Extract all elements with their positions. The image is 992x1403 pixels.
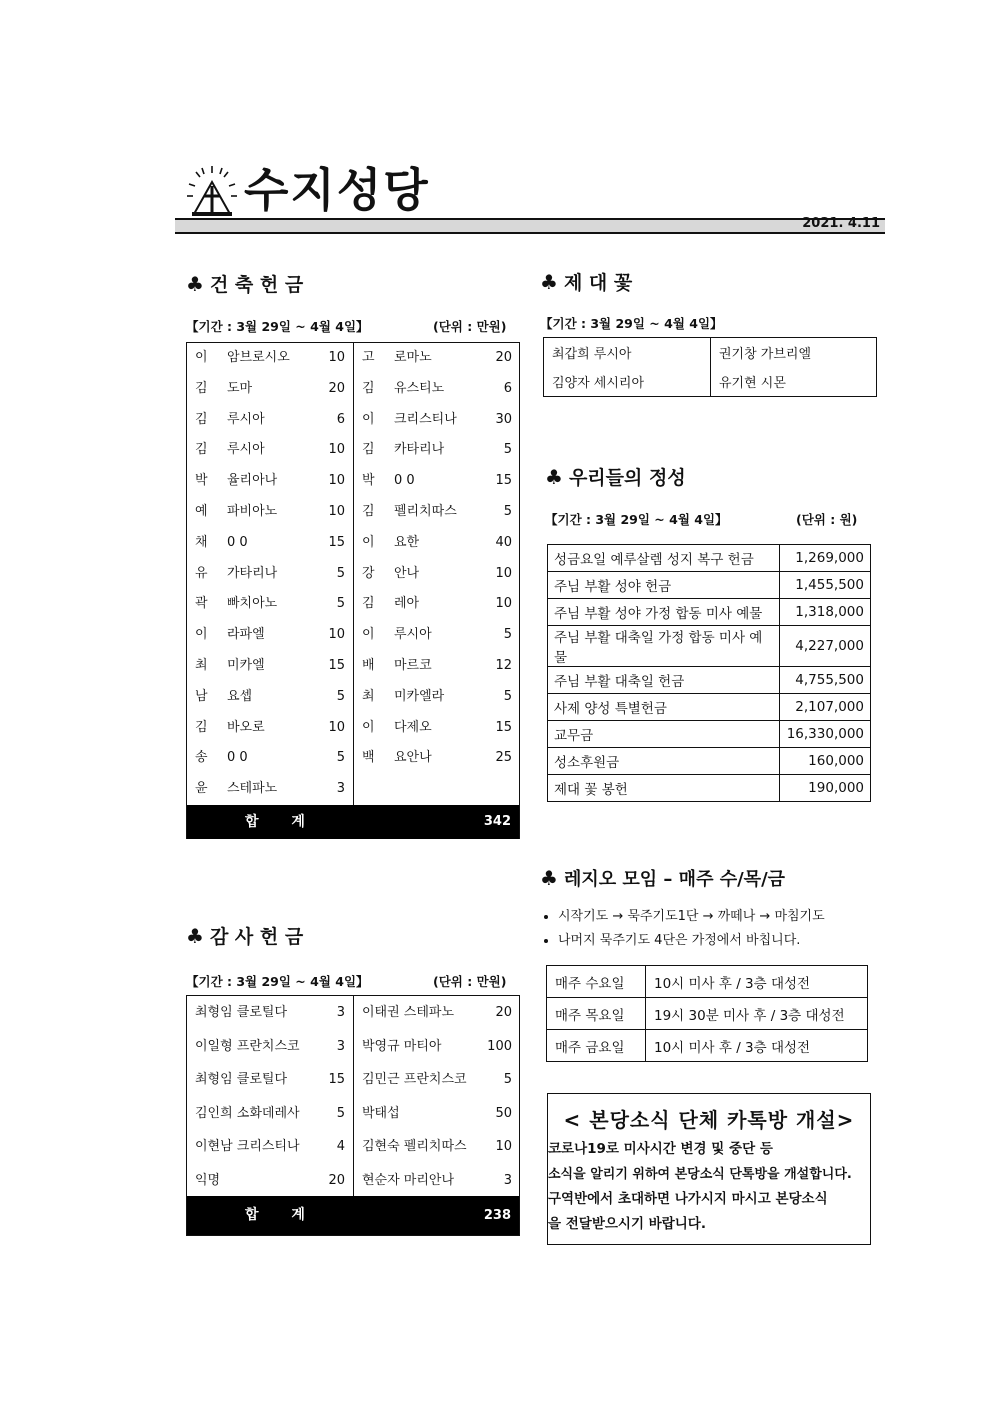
table-row [187,996,353,1030]
offering-label: 교무금 [548,721,780,748]
table-row [354,1030,520,1064]
donor-amount: 15 [328,658,345,673]
donor-surname: 강 [362,565,375,581]
table-row [547,998,868,1030]
table-row [548,748,871,775]
donor-amount: 6 [503,380,512,396]
donor-name: 0 0 [227,750,248,766]
table-row [354,374,520,405]
donor-name: 요안나 [394,750,432,766]
donor-surname: 김 [195,380,208,396]
donor-amount: 10 [328,504,345,519]
table-row [354,559,520,590]
donor-amount: 5 [336,596,345,612]
table-row [354,682,520,713]
table-row [187,1063,353,1097]
offering-value: 4,227,000 [780,626,871,667]
donor-name: 레아 [394,596,420,612]
donor-surname: 최 [362,688,375,704]
offering-label: 주님 부활 대축일 헌금 [548,667,780,694]
offering-label: 제대 꽃 봉헌 [548,775,780,802]
table-row [548,721,871,748]
donor-name: 김현숙 펠리치따스 [362,1139,467,1154]
donor-surname: 김 [195,442,208,458]
table-row [187,497,353,528]
donor-name: 0 0 [227,534,248,550]
table-row [187,559,353,590]
date-bar [175,219,885,232]
table-row [548,667,871,694]
notice-line: 을 전달받으시기 바랍니다. [548,1216,706,1232]
table-row [354,435,520,466]
table-row [547,966,868,998]
offering-value: 1,318,000 [780,599,871,626]
schedule-time: 19시 30분 미사 후 / 3층 대성전 [646,998,868,1030]
donor-amount: 10 [495,596,512,612]
donor-name: 루시아 [227,442,265,458]
thanks-offering-heading: ♣ 감 사 헌 금 [186,924,304,948]
offering-label: 사제 양성 특별헌금 [548,694,780,721]
donor-surname: 이 [195,627,208,643]
donor-amount: 3 [336,781,345,797]
offering-label: 주님 부활 성야 헌금 [548,572,780,599]
donor-surname: 채 [195,534,208,550]
flowers-period: 【기간 : 3월 29일 ~ 4월 4일】 [540,316,723,331]
offering-value: 1,269,000 [780,545,871,572]
donor-name: 김민근 프란치스코 [362,1072,467,1087]
donor-amount: 5 [503,688,512,704]
table-row [354,1164,520,1198]
donor-amount: 15 [328,534,345,550]
table-row [187,1130,353,1164]
table-row [354,1130,520,1164]
table-row [187,713,353,744]
donor-name: 박태섭 [362,1105,400,1121]
donor-surname: 유 [195,565,208,581]
donor-surname: 남 [195,688,208,704]
donor-amount: 10 [328,442,345,458]
donor-name: 유스티노 [394,380,445,396]
table-row [544,338,877,368]
table-row [548,545,871,572]
offering-label: 성금요일 예루살렘 성지 복구 헌금 [548,545,780,572]
donor-amount: 100 [487,1038,512,1054]
donor-surname: 김 [362,380,375,396]
donor-surname: 예 [195,504,208,519]
offerings-unit: (단위 : 원) [796,512,858,527]
table-row [187,466,353,497]
donor-surname: 이 [362,719,375,735]
table-row [544,367,877,397]
table-row [354,466,520,497]
table-row [187,528,353,559]
donor-name: 요한 [394,534,420,550]
thanks-unit: (단위 : 만원) [433,974,507,989]
donor-surname: 백 [362,750,375,766]
table-cell: 김양자 세시리아 [544,367,711,397]
donor-surname: 박 [195,473,208,489]
donor-amount: 10 [328,719,345,735]
donor-surname: 이 [362,627,375,643]
donor-amount: 20 [495,1005,512,1020]
donor-amount: 3 [336,1005,345,1020]
donor-name: 카타리나 [394,442,445,458]
donor-name: 로마노 [394,350,432,365]
offering-value: 16,330,000 [780,721,871,748]
issue-date: 2021. 4.11 [802,216,880,231]
thanks-total-row [187,1196,519,1235]
club-icon: ♣ [186,272,204,296]
donor-name: 바오로 [227,719,265,735]
donor-name: 율리아나 [227,473,278,489]
schedule-day: 매주 수요일 [547,966,646,998]
table-row [354,651,520,682]
offering-label: 주님 부활 대축일 가정 합동 미사 예물 [548,626,780,667]
donor-amount: 5 [336,565,345,581]
offering-value: 2,107,000 [780,694,871,721]
legio-heading: ♣ 레지오 모임 – 매주 수/목/금 [540,866,786,890]
donor-name: 스테파노 [227,781,278,797]
table-row [548,572,871,599]
notice-line: 소식을 알리기 위하여 본당소식 단톡방을 개설합니다. [548,1167,852,1182]
table-row [187,1164,353,1198]
schedule-time: 10시 미사 후 / 3층 대성전 [646,1030,868,1062]
building-unit: (단위 : 만원) [433,319,507,334]
donor-surname: 김 [362,596,375,612]
offerings-heading: ♣ 우리들의 정성 [545,465,686,489]
donor-name: 펠리치따스 [394,504,457,519]
donor-name: 다제오 [394,719,432,735]
table-row [354,1097,520,1131]
table-row [354,405,520,436]
donor-surname: 송 [195,750,208,766]
table-cell: 유기현 시몬 [719,376,786,391]
schedule-day: 매주 금요일 [547,1030,646,1062]
table-row [548,599,871,626]
donor-amount: 5 [336,1105,345,1121]
club-icon: ♣ [540,270,558,294]
donor-amount: 40 [495,534,512,550]
donor-surname: 이 [362,411,375,427]
donor-amount: 5 [503,504,512,519]
donor-amount: 15 [495,719,512,735]
table-row [548,775,871,802]
donor-surname: 김 [362,442,375,458]
club-icon: ♣ [540,866,558,890]
donor-name: 가타리나 [227,565,278,581]
donor-surname: 배 [362,658,375,673]
donor-name: 빠치아노 [227,596,278,612]
table-row [547,1030,868,1062]
donor-name: 안나 [394,565,420,581]
table-row [354,1063,520,1097]
donor-name: 라파엘 [227,627,265,643]
page-title: 수지성당 [244,163,430,217]
building-period: 【기간 : 3월 29일 ~ 4월 4일】 [186,319,369,334]
table-row [187,1030,353,1064]
club-icon: ♣ [186,924,204,948]
donor-name: 미카엘라 [394,688,445,704]
donor-surname: 고 [362,350,375,365]
donor-amount: 20 [328,1172,345,1188]
table-row [354,589,520,620]
list-item: • 시작기도 → 묵주기도1단 → 까떼나 → 마침기도 [558,905,902,929]
building-fund-table [186,342,520,839]
legio-bullets [522,905,902,953]
building-total-row [187,805,519,839]
schedule-day: 매주 목요일 [547,998,646,1030]
donor-amount: 5 [503,627,512,643]
donor-name: 현순자 마리안나 [362,1172,455,1188]
total-label: 합 계 [245,814,319,830]
donor-surname: 박 [362,473,375,489]
donor-surname: 이 [362,534,375,550]
notice-body [548,1137,870,1237]
donor-name: 김인희 소화데레사 [195,1105,300,1121]
donor-surname: 김 [362,504,375,519]
offering-value: 1,455,500 [780,572,871,599]
donor-name: 최형임 클로틸다 [195,1005,288,1020]
offerings-table [547,544,871,802]
table-row [187,682,353,713]
donor-amount: 20 [328,380,345,396]
donor-amount: 10 [328,350,345,365]
table-row [354,528,520,559]
donor-surname: 최 [195,658,208,673]
donor-name: 이태권 스테파노 [362,1005,455,1020]
schedule-time: 10시 미사 후 / 3층 대성전 [646,966,868,998]
table-row [548,694,871,721]
table-row [187,374,353,405]
table-cell: 최갑희 루시아 [544,338,711,368]
offering-label: 주님 부활 성야 가정 합동 미사 예물 [548,599,780,626]
table-row [354,743,520,774]
offerings-period: 【기간 : 3월 29일 ~ 4월 4일】 [545,512,728,527]
donor-name: 도마 [227,380,253,396]
donor-amount: 10 [328,473,345,489]
donor-amount: 10 [328,627,345,643]
donor-name: 박영규 마티아 [362,1038,442,1054]
offering-value: 4,755,500 [780,667,871,694]
table-row [187,651,353,682]
donor-amount: 15 [495,473,512,489]
table-row [187,343,353,374]
donor-amount: 5 [503,442,512,458]
table-row [548,626,871,667]
donor-amount: 25 [495,750,512,766]
table-row [354,497,520,528]
thanks-offering-table [186,995,520,1236]
notice-line: 코로나19로 미사시간 변경 및 중단 등 [548,1141,773,1157]
donor-name: 요셉 [227,688,253,704]
list-item: • 나머지 묵주기도 4단은 가정에서 바칩니다. [558,929,902,953]
total-label: 합 계 [245,1207,319,1223]
donor-surname: 김 [195,719,208,735]
total-value: 238 [483,1208,511,1223]
donor-name: 루시아 [227,411,265,427]
offering-value: 190,000 [780,775,871,802]
donor-amount: 10 [495,565,512,581]
donor-name: 익명 [195,1172,221,1188]
header-rule-bottom [175,232,885,234]
total-value: 342 [483,814,511,829]
donor-name: 루시아 [394,627,432,643]
notice-line: 구역반에서 초대하면 나가시지 마시고 본당소식 [548,1191,828,1207]
table-row [187,1097,353,1131]
donor-surname: 윤 [195,781,208,797]
donor-amount: 12 [495,658,512,673]
donor-amount: 4 [336,1139,345,1154]
donor-amount: 10 [495,1139,512,1154]
donor-name: 이일형 프란치스코 [195,1038,300,1054]
donor-amount: 6 [336,411,345,427]
table-row [354,996,520,1030]
offering-value: 160,000 [780,748,871,775]
donor-amount: 50 [495,1105,512,1121]
donor-amount: 30 [495,411,512,427]
table-row [187,743,353,774]
table-row [187,620,353,651]
table-row [187,589,353,620]
donor-name: 이현남 크리스티나 [195,1139,300,1154]
table-row [354,343,520,374]
donor-name: 파비아노 [227,504,278,519]
table-cell: 권기창 가브리엘 [719,347,812,362]
donor-name: 최형임 클로틸다 [195,1072,288,1087]
donor-name: 암브로시오 [227,350,290,365]
donor-name: 0 0 [394,473,415,489]
altar-flowers-table [543,337,877,397]
church-cross-icon [184,164,240,218]
donor-amount: 3 [336,1038,345,1054]
club-icon: ♣ [545,465,563,489]
altar-flowers-heading: ♣ 제 대 꽃 [540,270,633,294]
donor-surname: 곽 [195,596,208,612]
legio-schedule-table [546,965,868,1062]
donor-amount: 3 [503,1172,512,1188]
donor-amount: 5 [503,1072,512,1087]
donor-name: 미카엘 [227,658,265,673]
notice-box [547,1093,871,1245]
notice-heading: < 본당소식 단체 카톡방 개설> [563,1108,855,1132]
building-fund-heading: ♣ 건 축 헌 금 [186,272,304,296]
table-row [354,620,520,651]
donor-name: 크리스티나 [394,411,457,427]
donor-amount: 20 [495,350,512,365]
table-row [187,774,353,805]
donor-surname: 이 [195,350,208,365]
donor-name: 마르코 [394,658,432,673]
table-row [187,405,353,436]
donor-amount: 15 [328,1072,345,1087]
offering-label: 성소후원금 [548,748,780,775]
donor-surname: 김 [195,411,208,427]
table-row [187,435,353,466]
table-row [354,713,520,744]
donor-amount: 5 [336,750,345,766]
donor-amount: 5 [336,688,345,704]
header-rule-top [175,218,885,220]
thanks-period: 【기간 : 3월 29일 ~ 4월 4일】 [186,974,369,989]
